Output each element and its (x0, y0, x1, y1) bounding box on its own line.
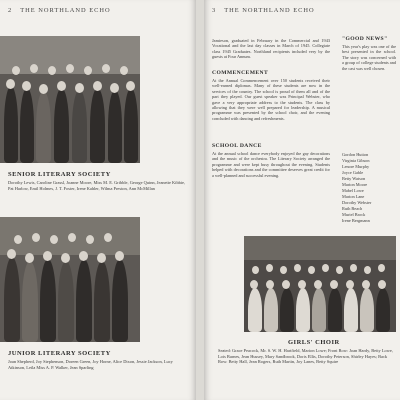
school-dance-text: At the annual school dance everybody enjoyed the gay decorations and the music of the orchestra. The Literary Society arranged the programme and were kept busy throughout the evening. Students helped with decorations and the committee deserves great credit for a well-planned and successful evening. (212, 151, 330, 178)
good-news-text: This year's play was one of the best presented in the school. The story was concerned with a group of college students and the cast was well chosen. (342, 44, 396, 71)
senior-literary-society-photo (0, 36, 140, 163)
cast-member: Mabel Lowe (342, 188, 364, 193)
left-page-number: 2 (8, 7, 13, 14)
junior-society-caption-text: Joan Shepherd, Joy Stephenson, Doreen Green, Joy Horne, Alice Dixon, Jessie Jackson, Lucy Atkinson, Leila Miss A. P. Walker, Jean Sparling (8, 359, 173, 370)
cast-member: Virginia Gibson (342, 158, 370, 163)
good-news-heading: "GOOD NEWS" (342, 36, 388, 42)
girls-choir-caption-text: Seated: Grace Peacock, Mr. S. W. H. Hartfield, Marion Lowe; Front Row: Joan Hardy, Betty Lowe, Lois Barnes, Jean Hussey, Mary Sandbrook, Doris Ellis, Dorothy Peterson, Shirley Hayes; Back Row: Betty Hall, Jean Rogers, Ruth Martin, Joy Lanes, Betty Squire (218, 348, 393, 365)
cast-member: Muriel Brock (342, 212, 366, 217)
cast-member: Dorothy Webster (342, 200, 372, 205)
senior-society-caption-text: Dorothy Lewis, Caroline Grassl, Joanne Moore, Miss M. E. Gribble, George Quinn, Jeanette Kibbie, Pat Harlow, Emil Holmes, J. T. Foster, Irene Kahler, Wilma Preston, Ann McMillan (8, 180, 186, 191)
cast-member: Gordon Hutton (342, 152, 369, 157)
cast-member: Marion Lane (342, 194, 365, 199)
cast-member: Joyce Gable (342, 170, 364, 175)
left-running-head (8, 7, 111, 14)
cast-member: Lenore Murphy (342, 164, 370, 169)
school-dance-heading: SCHOOL DANCE (212, 143, 262, 149)
junior-society-caption-title: JUNIOR LITERARY SOCIETY (8, 350, 111, 357)
commencement-heading: COMMENCEMENT (212, 70, 269, 76)
girls-choir-caption-title: GIRLS' CHOIR (288, 339, 340, 346)
cast-member: Betty Watson (342, 176, 366, 181)
right-page (204, 0, 400, 400)
intro-paragraph: Jamieson, graduated in February in the Commercial and 1943 Vocational and the last day classes in March of 1945. Collegiate class 1945 Graduates. Northland recipients included very by the guests at Four Annum. (212, 38, 330, 60)
commencement-text: At the Annual Commencement over 150 students received their well-earned diplomas. Many of these students are now in the services of the country. The school is proud of them all and of the part they played. Our guest speaker was Principal Webster, who gave a very appropriate address to the students. The class by allowing that they were well prepared for leadership. A musical programme was presented by the school choir, and the evening concluded with dancing and refreshments. (212, 78, 330, 121)
cast-member: Ruth Beach (342, 206, 363, 211)
right-running-title: THE NORTHLAND ECHO (224, 7, 315, 14)
girls-choir-photo (244, 236, 396, 332)
book-gutter (196, 0, 204, 400)
right-page-number: 3 (212, 7, 217, 14)
left-page (0, 0, 196, 400)
senior-society-caption-title: SENIOR LITERARY SOCIETY (8, 171, 111, 178)
cast-member: Irene Bergmann (342, 218, 370, 223)
junior-literary-society-photo (0, 217, 140, 342)
left-running-title: THE NORTHLAND ECHO (20, 7, 111, 14)
right-running-head (212, 7, 315, 14)
cast-member: Marion Moore (342, 182, 368, 187)
